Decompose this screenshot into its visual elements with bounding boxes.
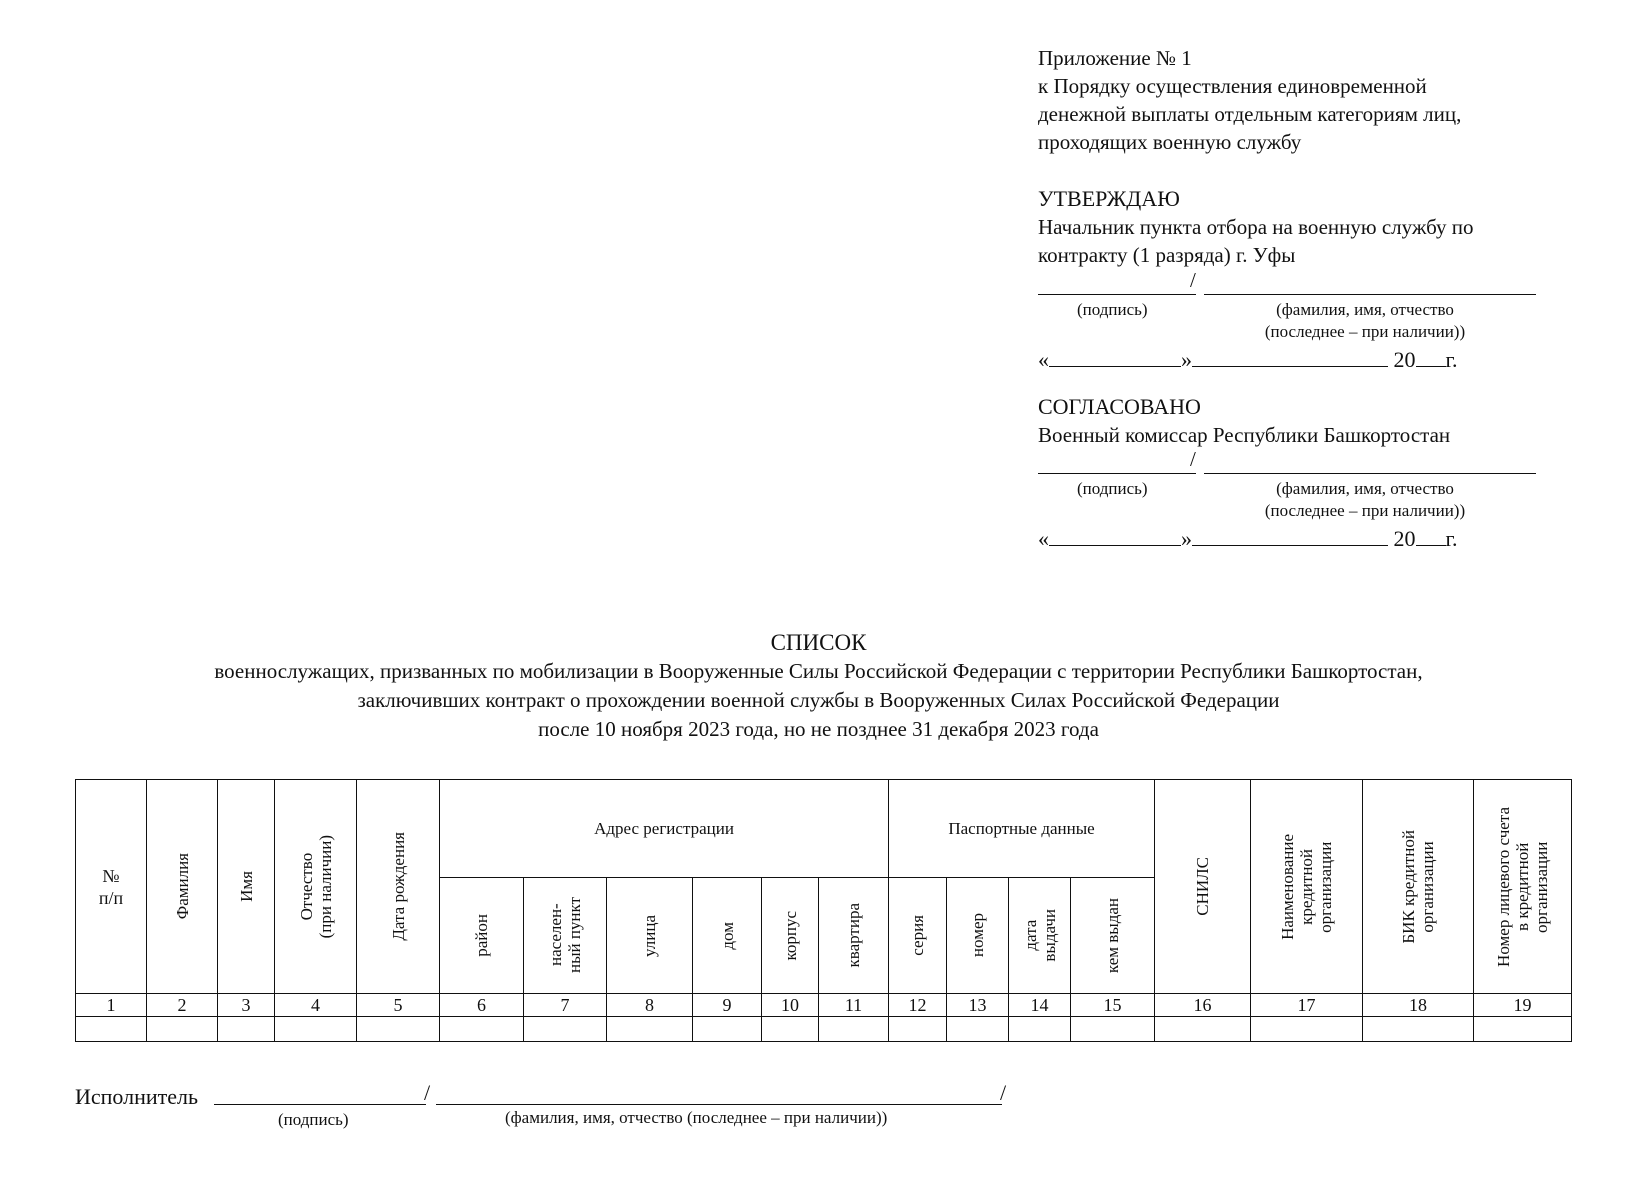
agree-signature-line[interactable] [1038, 473, 1196, 474]
approve-block [1038, 185, 1473, 269]
column-number: 4 [275, 994, 357, 1017]
approve-year-field[interactable] [1416, 346, 1446, 367]
approve-signature-caption: (подпись) [1077, 300, 1148, 319]
col-locality-header: населен- ный пункт [524, 878, 607, 994]
table-cell[interactable] [524, 1017, 607, 1042]
heading-line: после 10 ноября 2023 года, но не позднее 31 декабря 2023 года [538, 717, 1099, 741]
table-cell[interactable] [147, 1017, 218, 1042]
table-row [76, 1017, 1572, 1042]
agree-name-line[interactable] [1204, 473, 1536, 474]
col-series-header: серия [889, 878, 947, 994]
approve-name-caption-line: (фамилия, имя, отчество [1276, 300, 1454, 319]
col-passport-number-header: номер [947, 878, 1009, 994]
appendix-line: проходящих военную службу [1038, 130, 1302, 154]
executor-signature-caption: (подпись) [278, 1110, 349, 1129]
approve-day-field[interactable] [1049, 346, 1181, 367]
appendix-line: Приложение № 1 [1038, 46, 1192, 70]
executor-signature-line[interactable] [214, 1104, 426, 1105]
column-number: 10 [762, 994, 819, 1017]
table-cell[interactable] [762, 1017, 819, 1042]
col-building-header: корпус [762, 878, 819, 994]
appendix-note [1038, 44, 1598, 156]
year-prefix: 20 [1393, 526, 1416, 551]
approve-position-line: Начальник пункта отбора на военную службу по [1038, 215, 1474, 239]
table-cell[interactable] [76, 1017, 147, 1042]
agree-name-caption [1240, 478, 1490, 522]
col-snils-header: СНИЛС [1155, 780, 1251, 994]
col-issued-by-header: кем выдан [1071, 878, 1155, 994]
approve-signature-row [1038, 268, 1538, 296]
executor-name-caption: (фамилия, имя, отчество (последнее – при наличии)) [505, 1108, 888, 1127]
table-cell[interactable] [693, 1017, 762, 1042]
column-number: 6 [440, 994, 524, 1017]
column-number: 9 [693, 994, 762, 1017]
col-name-header: Имя [218, 780, 275, 994]
col-house-header: дом [693, 878, 762, 994]
table-cell[interactable] [889, 1017, 947, 1042]
document-heading [0, 628, 1637, 744]
quote-open: « [1038, 526, 1049, 551]
table-cell[interactable] [440, 1017, 524, 1042]
column-number: 5 [357, 994, 440, 1017]
col-surname-header: Фамилия [147, 780, 218, 994]
executor-label: Исполнитель [75, 1084, 199, 1109]
heading-line: заключивших контракт о прохождении военной службы в Вооруженных Силах Российской Федерации [357, 688, 1280, 712]
col-issue-date-header: дата выдачи [1009, 878, 1071, 994]
agree-slash: / [1190, 447, 1196, 471]
table-cell[interactable] [947, 1017, 1009, 1042]
column-number-row [76, 994, 1572, 1017]
list-table [75, 779, 1572, 1042]
quote-close: » [1181, 347, 1192, 372]
year-suffix: г. [1445, 347, 1458, 372]
col-apartment-header: квартира [819, 878, 889, 994]
column-number: 2 [147, 994, 218, 1017]
table-cell[interactable] [819, 1017, 889, 1042]
approve-title: УТВЕРЖДАЮ [1038, 186, 1180, 211]
agree-signature-row [1038, 447, 1538, 475]
approve-position-line: контракту (1 разряда) г. Уфы [1038, 243, 1296, 267]
table-cell[interactable] [275, 1017, 357, 1042]
table-cell[interactable] [1009, 1017, 1071, 1042]
passport-group-header: Паспортные данные [889, 780, 1155, 878]
agree-position-line: Военный комиссар Республики Башкортостан [1038, 423, 1451, 447]
column-number: 3 [218, 994, 275, 1017]
executor-slash: / [424, 1080, 431, 1105]
heading-line: военнослужащих, призванных по мобилизации в Вооруженные Силы Российской Федерации с территории Республики Башкортостан, [214, 659, 1423, 683]
table-cell[interactable] [357, 1017, 440, 1042]
approve-slash: / [1190, 268, 1196, 292]
appendix-line: к Порядку осуществления единовременной [1038, 74, 1427, 98]
agree-day-field[interactable] [1049, 525, 1181, 546]
col-number-header: № п/п [76, 780, 147, 994]
agree-year-field[interactable] [1416, 525, 1446, 546]
col-birthdate-header: Дата рождения [357, 780, 440, 994]
approve-name-caption [1240, 299, 1490, 343]
column-number: 1 [76, 994, 147, 1017]
column-number: 12 [889, 994, 947, 1017]
approve-name-caption-line: (последнее – при наличии)) [1264, 322, 1466, 341]
table-cell[interactable] [607, 1017, 693, 1042]
table-header-row [76, 780, 1572, 878]
approve-signature-line[interactable] [1038, 294, 1196, 295]
table-cell[interactable] [1474, 1017, 1572, 1042]
table-cell[interactable] [218, 1017, 275, 1042]
year-prefix: 20 [1393, 347, 1416, 372]
column-number: 14 [1009, 994, 1071, 1017]
approve-date-row [1038, 346, 1458, 373]
col-account-header: Номер лицевого счета в кредитной организации [1474, 780, 1572, 994]
column-number: 13 [947, 994, 1009, 1017]
column-number: 18 [1363, 994, 1474, 1017]
column-number: 16 [1155, 994, 1251, 1017]
approve-name-line[interactable] [1204, 294, 1536, 295]
column-number: 8 [607, 994, 693, 1017]
column-number: 11 [819, 994, 889, 1017]
col-street-header: улица [607, 878, 693, 994]
appendix-line: денежной выплаты отдельным категориям лиц, [1038, 102, 1462, 126]
document-title: СПИСОК [770, 630, 867, 655]
agree-date-row [1038, 525, 1458, 552]
table-cell[interactable] [1071, 1017, 1155, 1042]
agree-name-caption-line: (фамилия, имя, отчество [1276, 479, 1454, 498]
table-cell[interactable] [1251, 1017, 1363, 1042]
column-number: 19 [1474, 994, 1572, 1017]
col-patronymic-header: Отчество (при наличии) [275, 780, 357, 994]
table-cell[interactable] [1155, 1017, 1251, 1042]
agree-month-field[interactable] [1192, 525, 1388, 546]
agree-block [1038, 393, 1450, 449]
table-cell[interactable] [1363, 1017, 1474, 1042]
column-number: 17 [1251, 994, 1363, 1017]
agree-name-caption-line: (последнее – при наличии)) [1264, 501, 1466, 520]
agree-title: СОГЛАСОВАНО [1038, 394, 1201, 419]
agree-signature-caption: (подпись) [1077, 479, 1148, 498]
col-bank-name-header: Наименование кредитной организации [1251, 780, 1363, 994]
col-district-header: район [440, 878, 524, 994]
col-bik-header: БИК кредитной организации [1363, 780, 1474, 994]
column-number: 7 [524, 994, 607, 1017]
column-number: 15 [1071, 994, 1155, 1017]
quote-close: » [1181, 526, 1192, 551]
approve-month-field[interactable] [1192, 346, 1388, 367]
year-suffix: г. [1445, 526, 1458, 551]
quote-open: « [1038, 347, 1049, 372]
executor-slash: / [1000, 1080, 1007, 1105]
address-group-header: Адрес регистрации [440, 780, 889, 878]
executor-name-line[interactable] [436, 1104, 1002, 1105]
